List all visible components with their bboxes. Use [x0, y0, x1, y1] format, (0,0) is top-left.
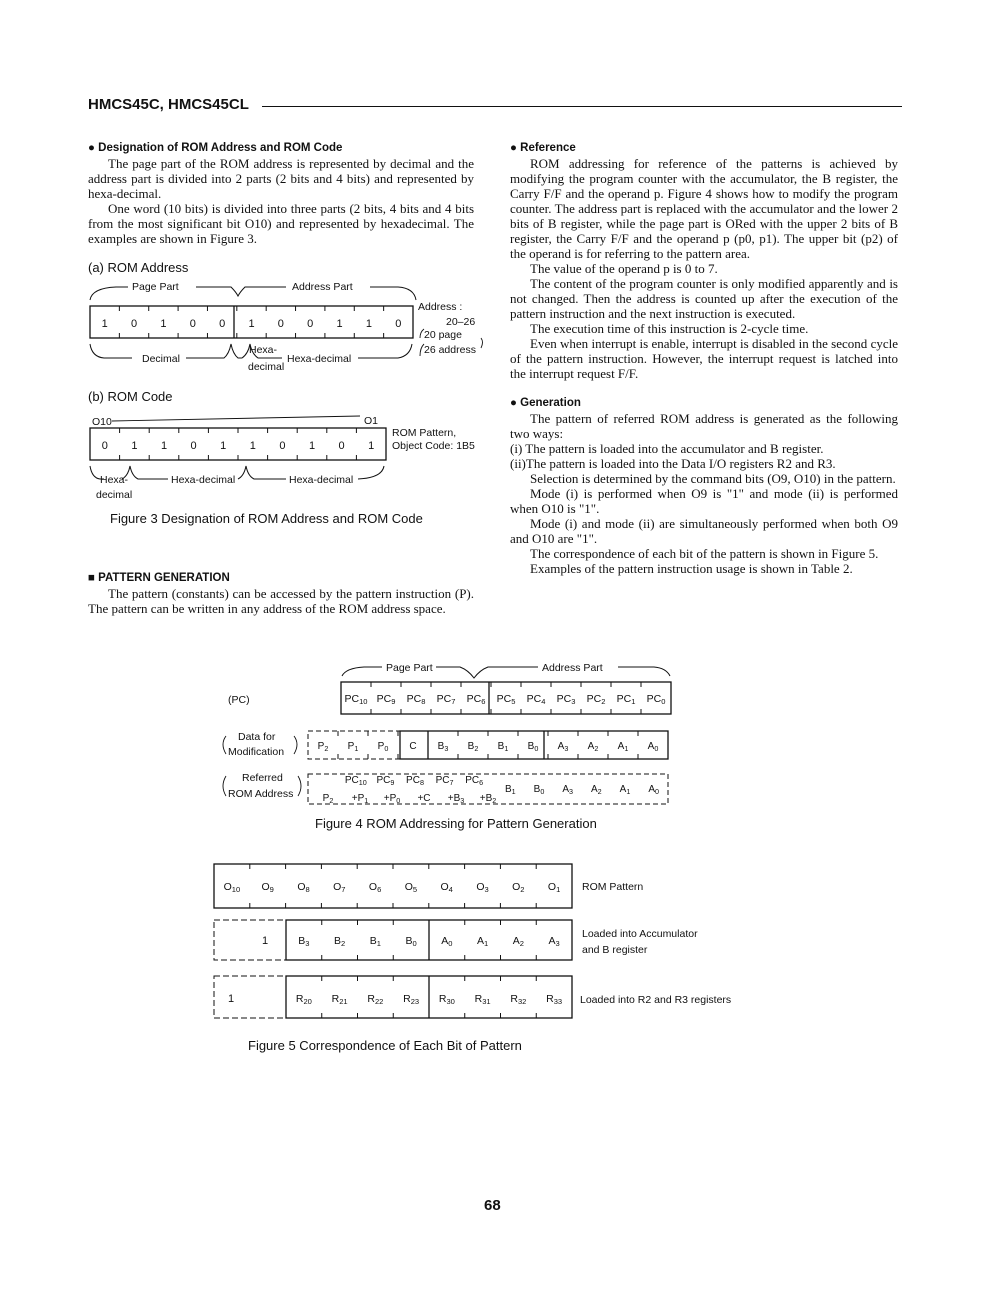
- generation-paragraph-4: Mode (i) and mode (ii) are simultaneously performed when both O9 and O10 are "1".: [510, 516, 898, 546]
- fig3-addr-note-2: 20–26: [446, 316, 476, 328]
- fig4-ref-top-cell: $PC_8$: [406, 775, 424, 787]
- fig4-ref-tail-cell: $A_1$: [619, 784, 631, 796]
- fig5-row2-label-1: Loaded into Accumulator: [582, 928, 698, 940]
- fig5-row3-lead: 1: [228, 993, 235, 1005]
- figure-5-caption: Figure 5 Correspondence of Each Bit of Pattern: [248, 1038, 522, 1053]
- generation-heading: ● Generation: [510, 397, 581, 409]
- fig5-reg-bit: R33: [546, 993, 563, 1006]
- fig4-data-cell: $P_2$: [317, 741, 329, 753]
- fig3-hexa-decimal: Hexa-decimal: [287, 353, 352, 365]
- running-header: HMCS45C, HMCS45CL: [88, 96, 249, 113]
- fig4-data-cell: $B_1$: [497, 741, 509, 753]
- fig4-ref-top-cell: $PC_7$: [435, 775, 454, 787]
- designation-heading: ● Designation of ROM Address and ROM Code: [88, 142, 343, 154]
- reference-paragraph-1: ROM addressing for reference of the patterns is achieved by modifying the program counter with the accumulator, the B register, the Carry F/F and the operand p. Figure 4 shows how to modify the program counter. The address part is replaced with the accumulator and the lower 2 bits of B register, while the page part is ORed with the upper 2 bits of B register, the Carry F/F and the operand p (p0, p1). The upper bit (p2) of the operand is for referring to the pattern area.: [510, 156, 898, 261]
- fig4-ref-tail-cell: $A_3$: [562, 784, 574, 796]
- fig3-code-bit: 0: [338, 440, 345, 452]
- fig5-rom-bit: O2: [512, 881, 525, 894]
- fig3-decimal: Decimal: [142, 353, 180, 365]
- fig4-data-cell: $B_0$: [527, 741, 539, 753]
- fig3-code-bit: 0: [101, 440, 108, 452]
- fig4-ref-top-cell: $PC_6$: [465, 775, 484, 787]
- generation-paragraph-3: Mode (i) is performed when O9 is "1" and mode (ii) is performed when O10 is "1".: [510, 486, 898, 516]
- fig5-row1-label: ROM Pattern: [582, 881, 644, 893]
- fig3-code-note-1: ROM Pattern,: [392, 427, 457, 439]
- fig4-pc-cell: PC10: [344, 693, 368, 706]
- reference-paragraph-4: The execution time of this instruction is 2-cycle time.: [530, 321, 809, 336]
- fig5-acc-bit: B1: [369, 935, 381, 948]
- fig4-page-part: Page Part: [386, 662, 433, 674]
- fig4-data-label-1: Data for: [238, 731, 276, 743]
- fig4-ref-bottom-cell: $+B_2$: [479, 793, 497, 805]
- figure-4-caption: Figure 4 ROM Addressing for Pattern Generation: [315, 816, 597, 831]
- fig3-address-bit: 1: [365, 318, 373, 330]
- fig4-data-cell: $P_1$: [347, 741, 359, 753]
- fig5-reg-bit: R31: [474, 993, 491, 1006]
- fig4-ref-top-cell: $PC_{10}$: [344, 775, 367, 787]
- figure-4-diagram: [214, 658, 684, 808]
- fig3-a-label: (a) ROM Address: [88, 260, 189, 275]
- fig3-address-bit: 0: [189, 318, 196, 330]
- fig4-pc-cell: PC9: [376, 693, 396, 706]
- fig3-code-bit: 1: [308, 440, 316, 452]
- fig5-reg-bit: R20: [295, 993, 312, 1006]
- fig3-address-bit: 1: [101, 318, 108, 330]
- fig3-code-bit: 0: [279, 440, 286, 452]
- fig4-pc-cell: PC0: [646, 693, 666, 706]
- fig3-code-bit: 0: [190, 440, 197, 452]
- fig3-o1: O1: [364, 415, 379, 427]
- reference-heading: ● Reference: [510, 142, 576, 154]
- fig4-ref-tail-cell: $A_2$: [590, 784, 602, 796]
- fig5-rom-bit: O6: [368, 881, 382, 894]
- reference-paragraph-3: The content of the program counter is only modified apparently and is not changed. Then the address is counted up after the execution of the pattern instruction and the next instruction is executed.: [510, 276, 898, 321]
- fig3-hexa-left: Hexa-: [100, 474, 129, 486]
- fig5-acc-bit: B0: [405, 935, 417, 948]
- fig4-ref-bottom-cell: +C: [417, 793, 431, 804]
- fig3-code-bit: 1: [249, 440, 256, 452]
- fig5-acc-bit: A3: [548, 935, 560, 948]
- fig3-address-bit: 1: [336, 318, 343, 330]
- reference-paragraph-5: Even when interrupt is enable, interrupt is disabled in the second cycle of the pattern instruction. However, the interrupt request is latched into the interrupt request F/F.: [510, 336, 898, 381]
- fig3-address-bit: 0: [219, 318, 226, 330]
- fig3-addr-note-3: 20 page: [424, 329, 462, 341]
- fig4-data-cell: $B_3$: [437, 741, 449, 753]
- fig4-ref-tail-cell: $B_1$: [504, 784, 516, 796]
- fig5-reg-bit: R21: [331, 993, 348, 1006]
- fig5-reg-bit: R30: [438, 993, 455, 1006]
- fig4-pc-cell: PC4: [526, 693, 546, 706]
- figure-5-diagram: [212, 862, 772, 1032]
- fig4-ref-tail-cell: $A_0$: [648, 784, 660, 796]
- figure-3-caption: Figure 3 Designation of ROM Address and ROM Code: [110, 511, 423, 526]
- fig3-b-label: (b) ROM Code: [88, 389, 173, 404]
- fig3-hexa-decimal-b2: Hexa-decimal: [289, 474, 354, 486]
- fig3-addr-note-4: 26 address: [424, 344, 476, 356]
- fig5-acc-bit: B2: [334, 935, 346, 948]
- fig4-data-cell: $P_0$: [377, 741, 389, 753]
- generation-paragraph-1: The pattern of referred ROM address is generated as the following two ways:: [510, 411, 898, 441]
- reference-paragraph-2: The value of the operand p is 0 to 7.: [530, 261, 718, 276]
- fig3-hexa-small-1: Hexa-: [249, 344, 278, 356]
- fig4-pc-cell: PC2: [586, 693, 606, 706]
- fig5-reg-bit: R22: [367, 993, 384, 1006]
- fig4-ref-bottom-cell: $+B_3$: [447, 793, 465, 805]
- fig5-rom-bit: O8: [297, 881, 310, 894]
- pattern-paragraph-1: The pattern (constants) can be accessed by the pattern instruction (P). The pattern can be written in any address of the ROM address space.: [88, 586, 474, 616]
- fig4-ref-label-1: Referred: [242, 772, 283, 784]
- header-rule: [262, 106, 902, 107]
- fig4-data-cell: $B_2$: [467, 741, 479, 753]
- page-number: 68: [484, 1197, 501, 1214]
- fig4-ref-bottom-cell: $+P_0$: [383, 793, 401, 805]
- fig5-rom-bit: O5: [404, 881, 418, 894]
- generation-item-i: (i) The pattern is loaded into the accumulator and B register.: [510, 441, 824, 456]
- fig3-address-bit: 0: [307, 318, 314, 330]
- fig3-code-note-2: Object Code: 1B5: [392, 440, 475, 452]
- fig4-data-cell: $A_3$: [557, 741, 569, 753]
- fig5-reg-bit: R32: [510, 993, 527, 1006]
- fig4-ref-bottom-cell: $+P_1$: [351, 793, 369, 805]
- fig5-rom-bit: O4: [440, 881, 453, 894]
- fig5-rom-bit: O7: [333, 881, 346, 894]
- fig5-rom-bit: O9: [261, 881, 274, 894]
- fig4-pc-cell: PC6: [466, 693, 486, 706]
- fig3-code-bit: 1: [160, 440, 168, 452]
- fig4-pc-cell: PC1: [616, 693, 636, 706]
- designation-paragraph-1: The page part of the ROM address is represented by decimal and the address part is divided into 2 parts (2 bits and 4 bits) and represented by hexa-decimal.: [88, 156, 474, 201]
- fig4-pc-cell: PC8: [406, 693, 426, 706]
- fig3-address-bit: 1: [248, 318, 255, 330]
- generation-paragraph-6: Examples of the pattern instruction usage is shown in Table 2.: [530, 561, 853, 576]
- left-column: [88, 141, 474, 246]
- fig5-reg-bit: R23: [403, 993, 420, 1006]
- fig3-address-bit: 1: [160, 318, 167, 330]
- fig3-address-bit: 0: [130, 318, 138, 330]
- right-column: [510, 141, 898, 576]
- fig5-acc-bit: A2: [512, 935, 524, 948]
- figure-3-diagram: [86, 258, 506, 508]
- fig4-pc-label: (PC): [228, 694, 250, 706]
- fig5-acc-bit: A0: [441, 935, 453, 948]
- fig5-row3-label: Loaded into R2 and R3 registers: [580, 994, 732, 1006]
- fig3-addr-note-1: Address :: [418, 301, 463, 313]
- fig4-ref-label-2: ROM Address: [228, 788, 294, 800]
- fig3-code-bit: 1: [131, 440, 138, 452]
- fig4-data-cell: C: [409, 741, 417, 752]
- fig5-rom-bit: O1: [547, 881, 561, 894]
- fig5-acc-bit: B3: [298, 935, 310, 948]
- fig3-address-part: Address Part: [292, 281, 353, 293]
- fig4-pc-cell: PC3: [556, 693, 576, 706]
- fig4-data-cell: $A_1$: [617, 741, 629, 753]
- pattern-section: [88, 571, 474, 616]
- fig5-acc-bit: A1: [477, 935, 489, 948]
- fig3-page-part: Page Part: [132, 281, 179, 293]
- fig5-rom-bit: O10: [223, 881, 241, 894]
- generation-paragraph-5: The correspondence of each bit of the pattern is shown in Figure 5.: [530, 546, 879, 561]
- designation-paragraph-2: One word (10 bits) is divided into three parts (2 bits, 4 bits and 4 bits from the most significant bit O10) and represented by hexadecimal. The examples are shown in Figure 3.: [88, 201, 474, 246]
- fig3-hexa-small-2: decimal: [248, 361, 285, 373]
- fig4-data-cell: $A_2$: [587, 741, 599, 753]
- fig4-pc-cell: PC5: [496, 693, 516, 706]
- fig3-code-bit: 1: [368, 440, 375, 452]
- generation-paragraph-2: Selection is determined by the command bits (O9, O10) in the pattern.: [530, 471, 896, 486]
- fig3-address-bit: 0: [395, 318, 402, 330]
- fig4-address-part: Address Part: [542, 662, 603, 674]
- fig3-code-bit: 1: [220, 440, 227, 452]
- fig3-decimal-left: decimal: [96, 489, 133, 501]
- fig4-ref-top-cell: $PC_9$: [376, 775, 395, 787]
- fig3-o10: O10: [92, 416, 112, 428]
- pattern-heading: ■ PATTERN GENERATION: [88, 572, 230, 584]
- fig4-data-label-2: Modification: [228, 746, 285, 758]
- generation-item-ii: (ii)The pattern is loaded into the Data I/O registers R2 and R3.: [510, 456, 836, 471]
- fig3-hexa-decimal-b1: Hexa-decimal: [171, 474, 236, 486]
- fig4-data-cell: $A_0$: [647, 741, 659, 753]
- fig4-ref-tail-cell: $B_0$: [533, 784, 545, 796]
- fig5-row2-lead: 1: [262, 935, 269, 947]
- fig4-ref-bottom-cell: $P_2$: [322, 793, 334, 805]
- fig5-row2-label-2: and B register: [582, 944, 648, 956]
- fig4-pc-cell: PC7: [436, 693, 456, 706]
- fig5-rom-bit: O3: [476, 881, 489, 894]
- fig3-address-bit: 0: [277, 318, 284, 330]
